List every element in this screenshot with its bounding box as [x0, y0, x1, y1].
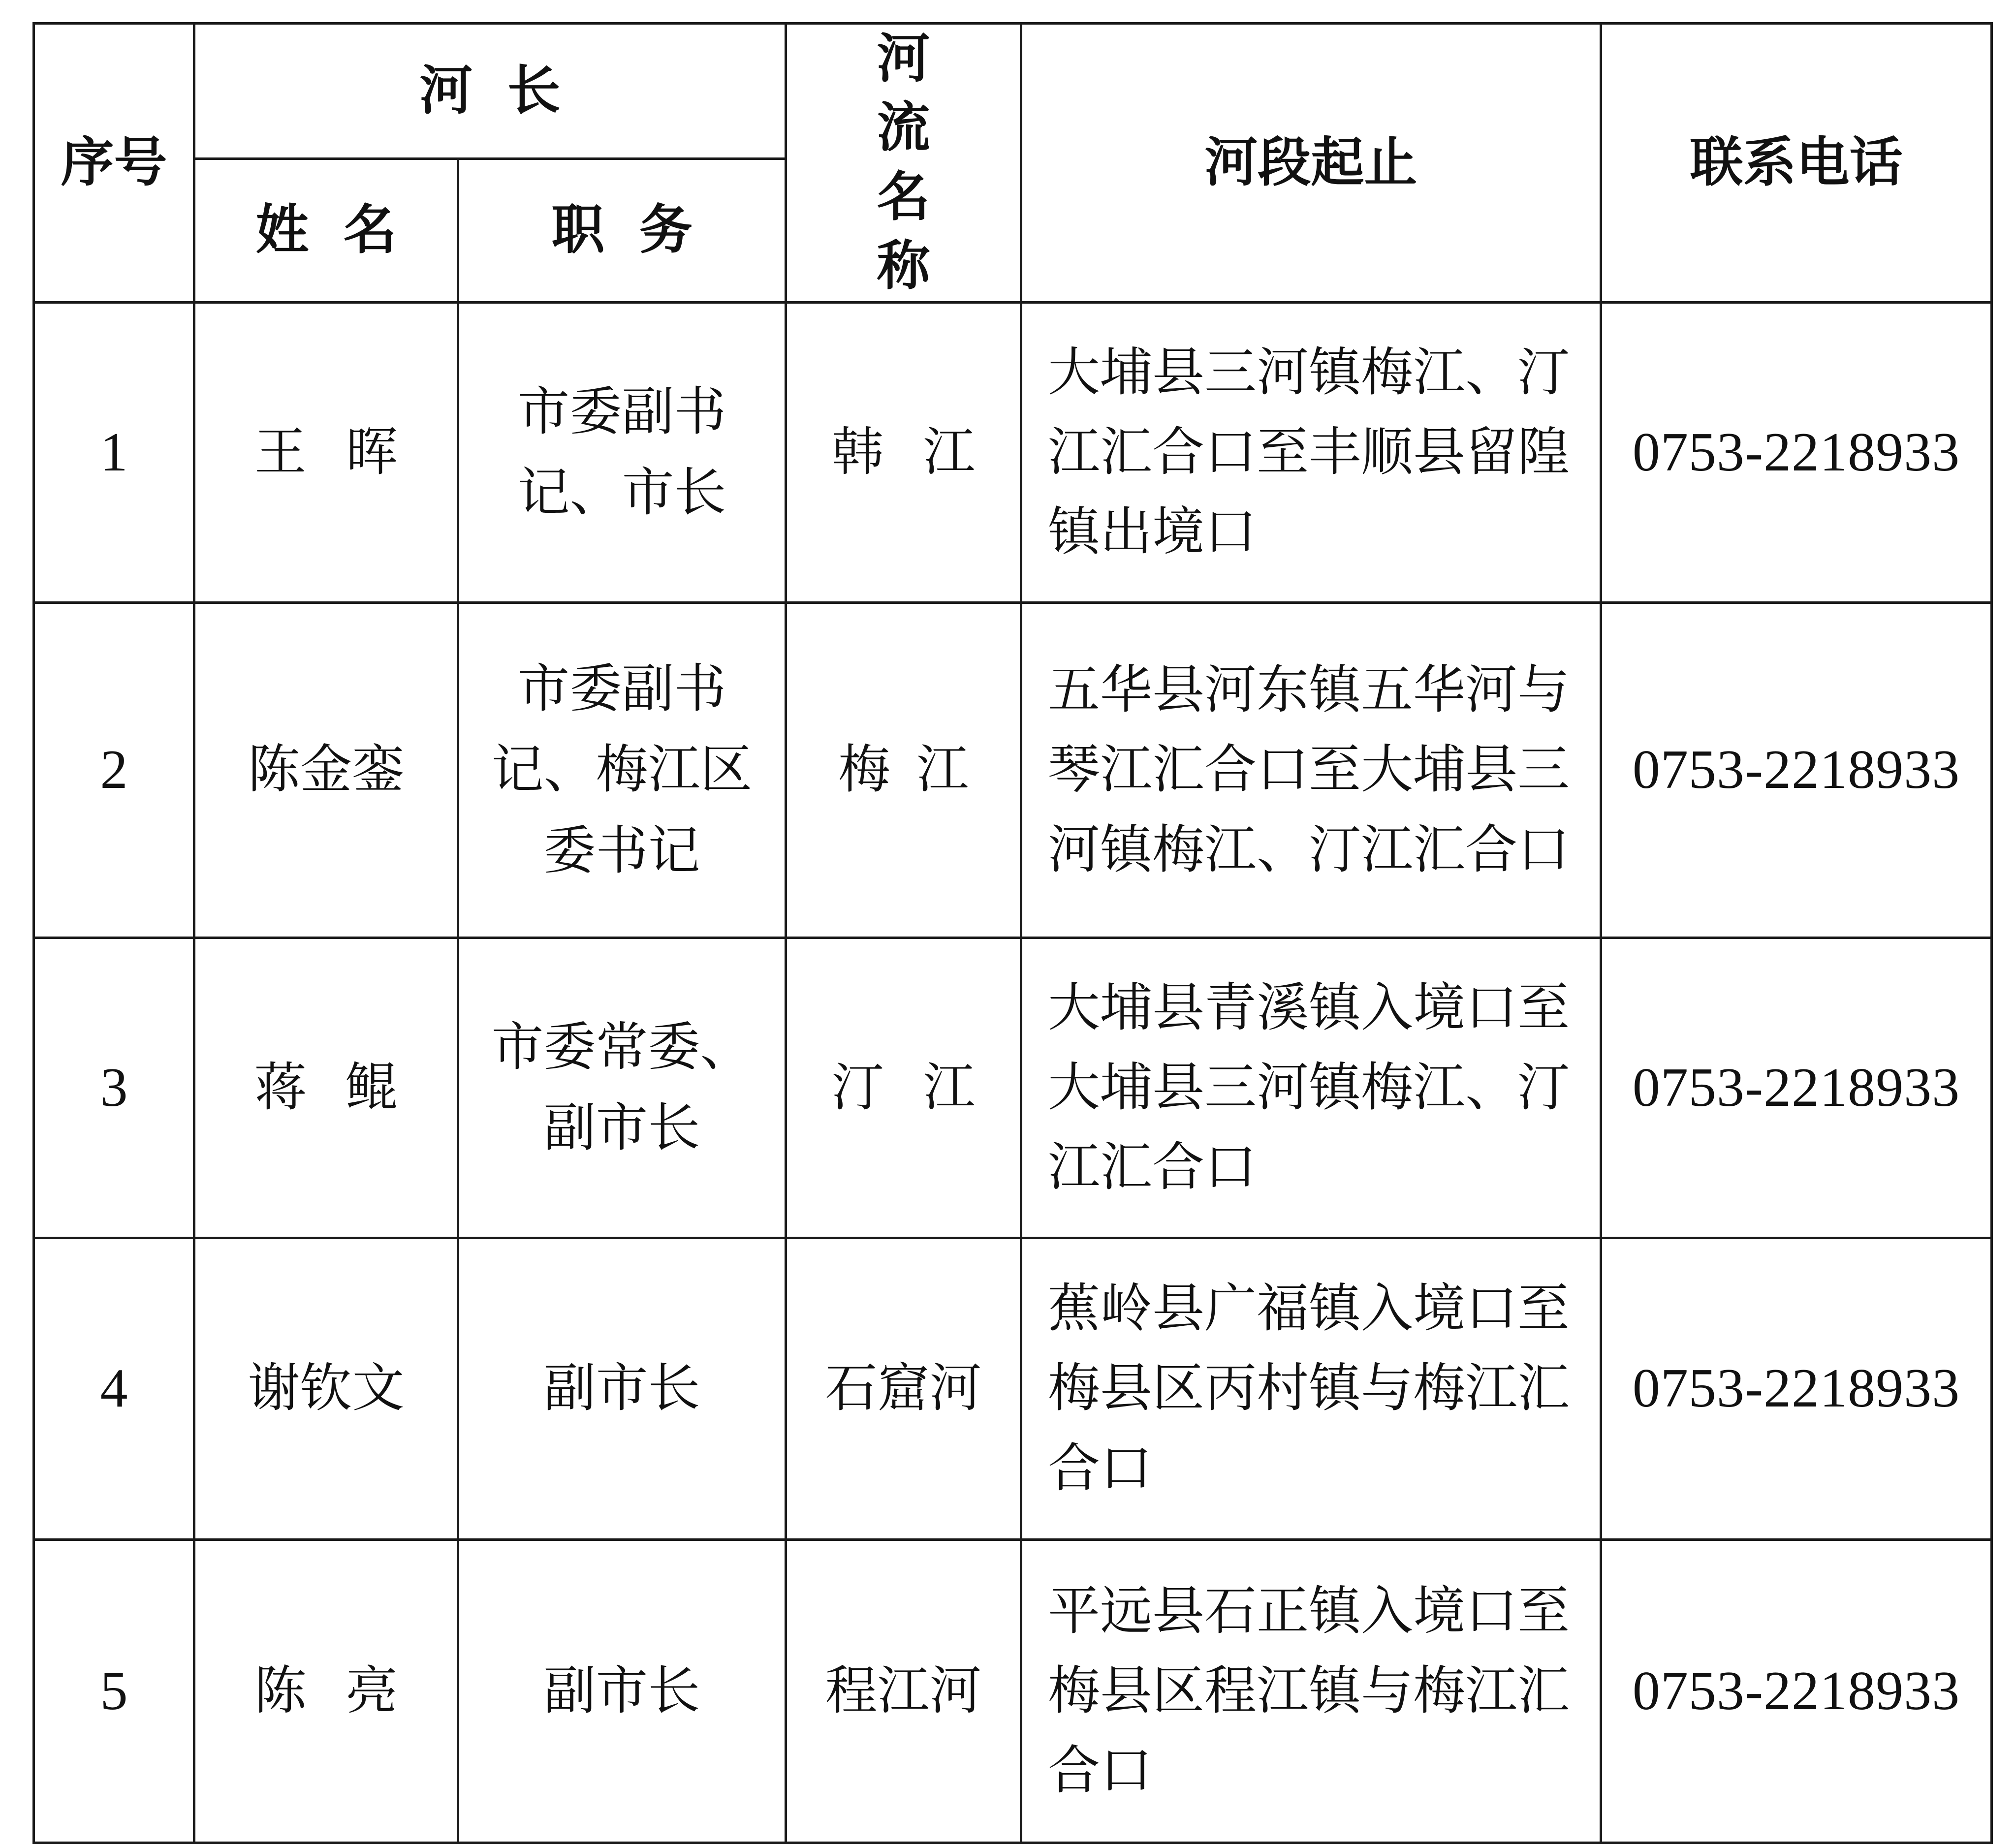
- header-name: 姓名: [194, 158, 458, 302]
- row-section: 平远县石正镇入境口至梅县区程江镇与梅江汇合口: [1021, 1539, 1601, 1843]
- row-seq: 5: [34, 1539, 194, 1843]
- header-river-chief: 河长: [194, 24, 786, 159]
- header-seq: 序号: [34, 24, 194, 303]
- row-section: 大埔县三河镇梅江、汀江汇合口至丰顺县留隍镇出境口: [1021, 302, 1601, 602]
- row-position: 市委副书记、市长: [458, 302, 786, 602]
- table-row: [34, 602, 1992, 938]
- row-phone: 0753-2218933: [1601, 602, 1992, 938]
- header-row-1: [34, 24, 1992, 159]
- row-name: 陈亮: [194, 1539, 458, 1843]
- row-position: 市委副书记、梅江区委书记: [458, 602, 786, 938]
- header-river-name: 河流名称: [786, 24, 1021, 303]
- header-phone: 联系电话: [1601, 24, 1992, 303]
- row-position: 市委常委、副市长: [458, 938, 786, 1238]
- row-phone: 0753-2218933: [1601, 1238, 1992, 1539]
- header-position: 职务: [458, 158, 786, 302]
- row-name: 王晖: [194, 302, 458, 602]
- table-row: [34, 938, 1992, 1238]
- row-river: 韩江: [786, 302, 1021, 602]
- row-phone: 0753-2218933: [1601, 302, 1992, 602]
- header-section: 河段起止: [1021, 24, 1601, 303]
- row-position: 副市长: [458, 1539, 786, 1843]
- row-phone: 0753-2218933: [1601, 938, 1992, 1238]
- table-row: [34, 1238, 1992, 1539]
- row-seq: 4: [34, 1238, 194, 1539]
- table-row: [34, 1539, 1992, 1843]
- row-section: 蕉岭县广福镇入境口至梅县区丙村镇与梅江汇合口: [1021, 1238, 1601, 1539]
- row-phone: 0753-2218933: [1601, 1539, 1992, 1843]
- row-name: 谢钦文: [194, 1238, 458, 1539]
- row-seq: 3: [34, 938, 194, 1238]
- table-row: [34, 302, 1992, 602]
- row-section: 大埔县青溪镇入境口至大埔县三河镇梅江、汀江汇合口: [1021, 938, 1601, 1238]
- row-river: 石窟河: [786, 1238, 1021, 1539]
- river-chief-table: [32, 22, 1993, 1844]
- row-position: 副市长: [458, 1238, 786, 1539]
- row-name: 蒋鲲: [194, 938, 458, 1238]
- row-seq: 1: [34, 302, 194, 602]
- row-river: 汀江: [786, 938, 1021, 1238]
- row-section: 五华县河东镇五华河与琴江汇合口至大埔县三河镇梅江、汀江汇合口: [1021, 602, 1601, 938]
- row-name: 陈金銮: [194, 602, 458, 938]
- row-river: 程江河: [786, 1539, 1021, 1843]
- row-river: 梅江: [786, 602, 1021, 938]
- row-seq: 2: [34, 602, 194, 938]
